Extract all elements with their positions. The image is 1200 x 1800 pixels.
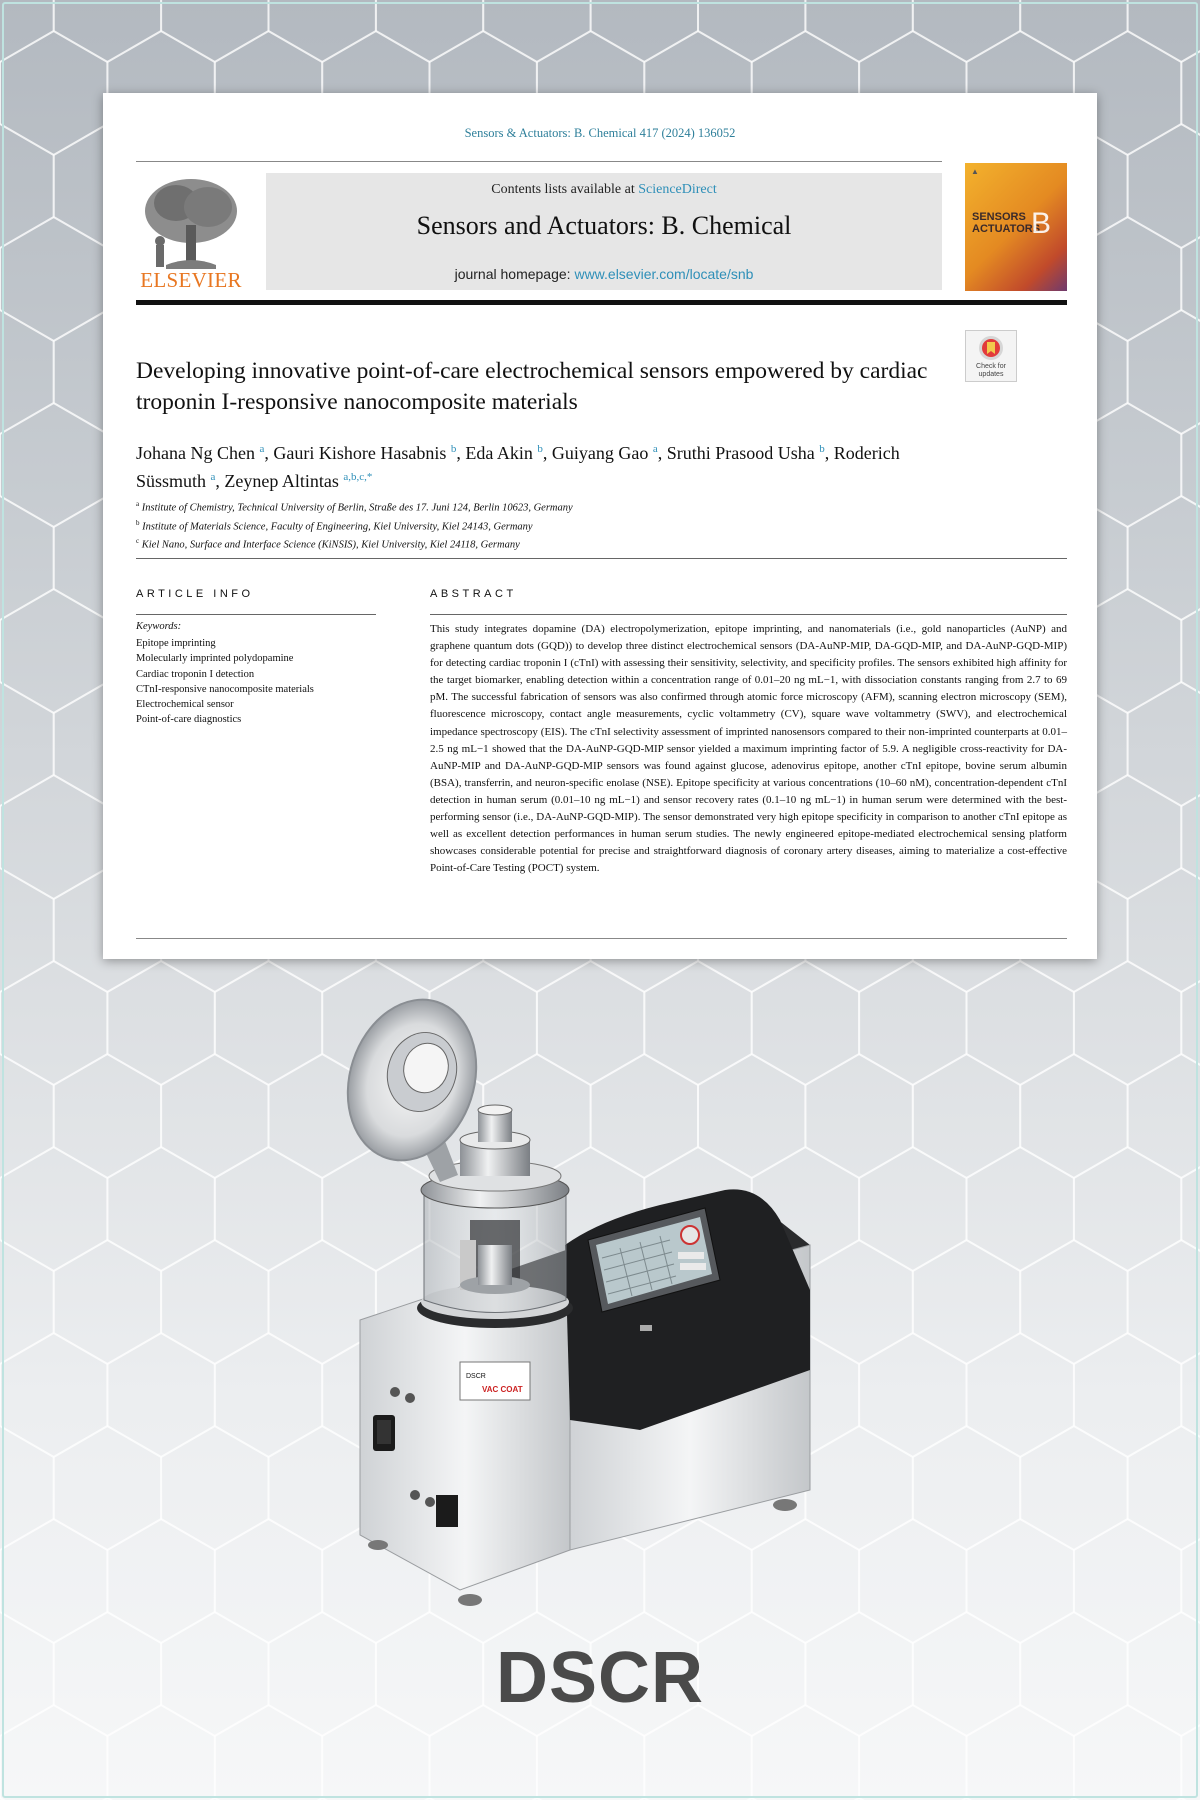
header-rule [136,300,1067,305]
contents-prefix: Contents lists available at [491,182,639,197]
contents-line [266,182,942,198]
divider [136,938,1067,939]
author[interactable] [136,443,264,463]
bookmark-icon [976,334,1006,364]
cover-title-line1: SENSORS [972,211,1026,223]
divider [136,161,942,162]
author-affiliation-mark[interactable]: b [537,443,543,455]
author-name[interactable]: Sruthi Prasood Usha [666,443,815,463]
keyword-list [136,636,314,728]
author-name[interactable]: Zeynep Altintas [224,471,339,491]
author[interactable] [465,443,543,463]
author-name[interactable]: Eda Akin [465,443,533,463]
keyword: Epitope imprinting [136,638,216,649]
homepage-prefix: journal homepage: [454,266,575,282]
device-brand-label: DSCR [495,1638,704,1718]
cover-title [972,211,1040,235]
abstract-heading: ABSTRACT [430,588,517,600]
divider [136,614,376,615]
journal-citation[interactable]: Sensors & Actuators: B. Chemical 417 (2024) 136052 [464,126,736,140]
abstract-text: This study integrates dopamine (DA) electropolymerization, epitope imprinting, and nanomaterials (i.e., gold nanoparticles (AuNP) and graphene quantum dots (GQD)) to develop three distinct electrochemical sensors (DA-AuNP-MIP, DA-GQD-MIP, and DA-AuNP-GQD-MIP) for detecting cardiac troponin I (cTnI) with assessing their sensitivity, selectivity, and specificity profiles. The sensors exhibited high affinity for the target biomarker, enabling detection within a concentration range of 0.01–20 ng mL−1, with dissociation constants ranging from 2.7 to 69 pM. The successful fabrication of sensors was also confirmed through atomic force microscopy (AFM), scanning electron microscopy (SEM), fluorescence microscopy, contact angle measurements, cyclic voltammetry (CV), square wave voltammetry (SWV), and electrochemical impedance spectroscopy (EIS). The cTnI selectivity assessment of imprinted nanosensors compared to their non-imprinted counterparts at 0.01–2.5 ng mL−1 showed that the DA-AuNP-GQD-MIP sensor yielded a maximum imprinting factor of 5.9. A negligible cross-reactivity for DA-AuNP-MIP and DA-AuNP-GQD-MIP sensors was found against glucose, adenovirus epitope, another cTnI epitope, bovine serum albumin (BSA), transferrin, and neuron-specific enolase (NSE). Epitope specificity at various concentrations (10–60 nM), concentration-dependent cTnI detection in human serum (0.01–10 ng mL−1) and sensor recovery rates (0.1–10 ng mL−1) in human serum were determined with the best-performing sensor (i.e., DA-AuNP-GQD-MIP). The sensor demonstrated very high epitope specificity in comparison to another cTnI epitope as well as excellent detection performances in human serum studies. The newly engineered epitope-mediated electrochemical sensing platform showcases considerable potential for precise and straightforward diagnosis of coronary artery diseases, aiming to materialize a cost-effective Point-of-Care Testing (POCT) system. [430,623,1067,875]
author-affiliation-mark[interactable]: b [450,443,457,455]
affiliation-text: Institute of Materials Science, Faculty of Engineering, Kiel University, Kiel 24143, Germany [142,521,533,532]
author[interactable] [667,443,825,463]
author-affiliation-mark[interactable]: a [652,443,658,455]
journal-cover-image[interactable] [965,163,1067,291]
homepage-line [266,266,942,282]
affiliation-text: Institute of Chemistry, Technical University of Berlin, Straße des 17. Juni 124, Berlin 10623, Germany [141,502,573,514]
journal-banner [266,173,942,290]
paper-page [103,93,1097,959]
author-affiliation-mark[interactable]: b [819,443,825,455]
affiliation-mark: c [136,537,140,545]
divider [430,614,1067,615]
check-for-updates-button[interactable] [965,330,1017,382]
author-name[interactable]: Guiyang Gao [551,443,649,463]
homepage-link[interactable]: www.elsevier.com/locate/snb [574,266,754,282]
journal-name: Sensors and Actuators: B. Chemical [416,211,792,240]
affiliation [136,534,1036,553]
cover-letter: B [1031,207,1052,240]
sticker-model-text: DSCR [466,1373,486,1380]
sticker-brand-text: VAC COAT [482,1385,523,1394]
cover-publisher-icon: ▲ [971,167,979,176]
affiliation-list [136,497,1036,553]
author-name[interactable]: Roderich Süssmuth [136,443,900,491]
article-title: Developing innovative point-of-care electrochemical sensors empowered by cardiac troponin I-responsive nanocomposite materials [136,358,928,415]
affiliation-mark: a [136,500,140,508]
check-for-updates-label: Check for updates [976,363,1006,378]
sputter-coater-device-image [340,990,860,1610]
keyword: Molecularly imprinted polydopamine [136,653,294,665]
sciencedirect-link[interactable]: ScienceDirect [638,182,717,197]
author-name[interactable]: Johana Ng Chen [136,443,255,463]
author-affiliation-mark[interactable]: a [210,471,216,483]
affiliation [136,497,1036,516]
affiliation [136,516,1036,535]
author-list: Johana Ng Chen $^a$, Gauri Kishore Hasabnis $^b$, Eda Akin $^b$, Guiyang Gao $^a$, Sruthi Prasood Usha $^b$, Roderich Süssmuth $^a$, Zeynep Altintas $^{a,b,c,*}$ [136,443,900,491]
article-info-heading: ARTICLE INFO [136,588,254,600]
keywords-label: Keywords: [136,621,182,632]
keyword: CTnI-responsive nanocomposite materials [136,683,314,695]
author-name[interactable]: Gauri Kishore Hasabnis [273,443,447,463]
author[interactable] [552,443,658,463]
keyword: Point-of-care diagnostics [136,714,242,726]
affiliation-mark: b [136,518,140,527]
affiliation-text: Kiel Nano, Surface and Interface Science (KiNSIS), Kiel University, Kiel 24118, Germany [141,539,520,551]
cover-title-line2: ACTUATORS [972,223,1041,235]
divider [136,558,1067,559]
author[interactable] [273,443,456,463]
keyword: Electrochemical sensor [136,699,234,711]
author-affiliation-mark[interactable]: a [259,443,265,455]
keyword: Cardiac troponin I detection [136,668,255,680]
author-affiliation-mark[interactable]: a,b,c,* [343,471,373,483]
author[interactable] [224,471,372,491]
publisher-name: ELSEVIER [140,268,242,292]
